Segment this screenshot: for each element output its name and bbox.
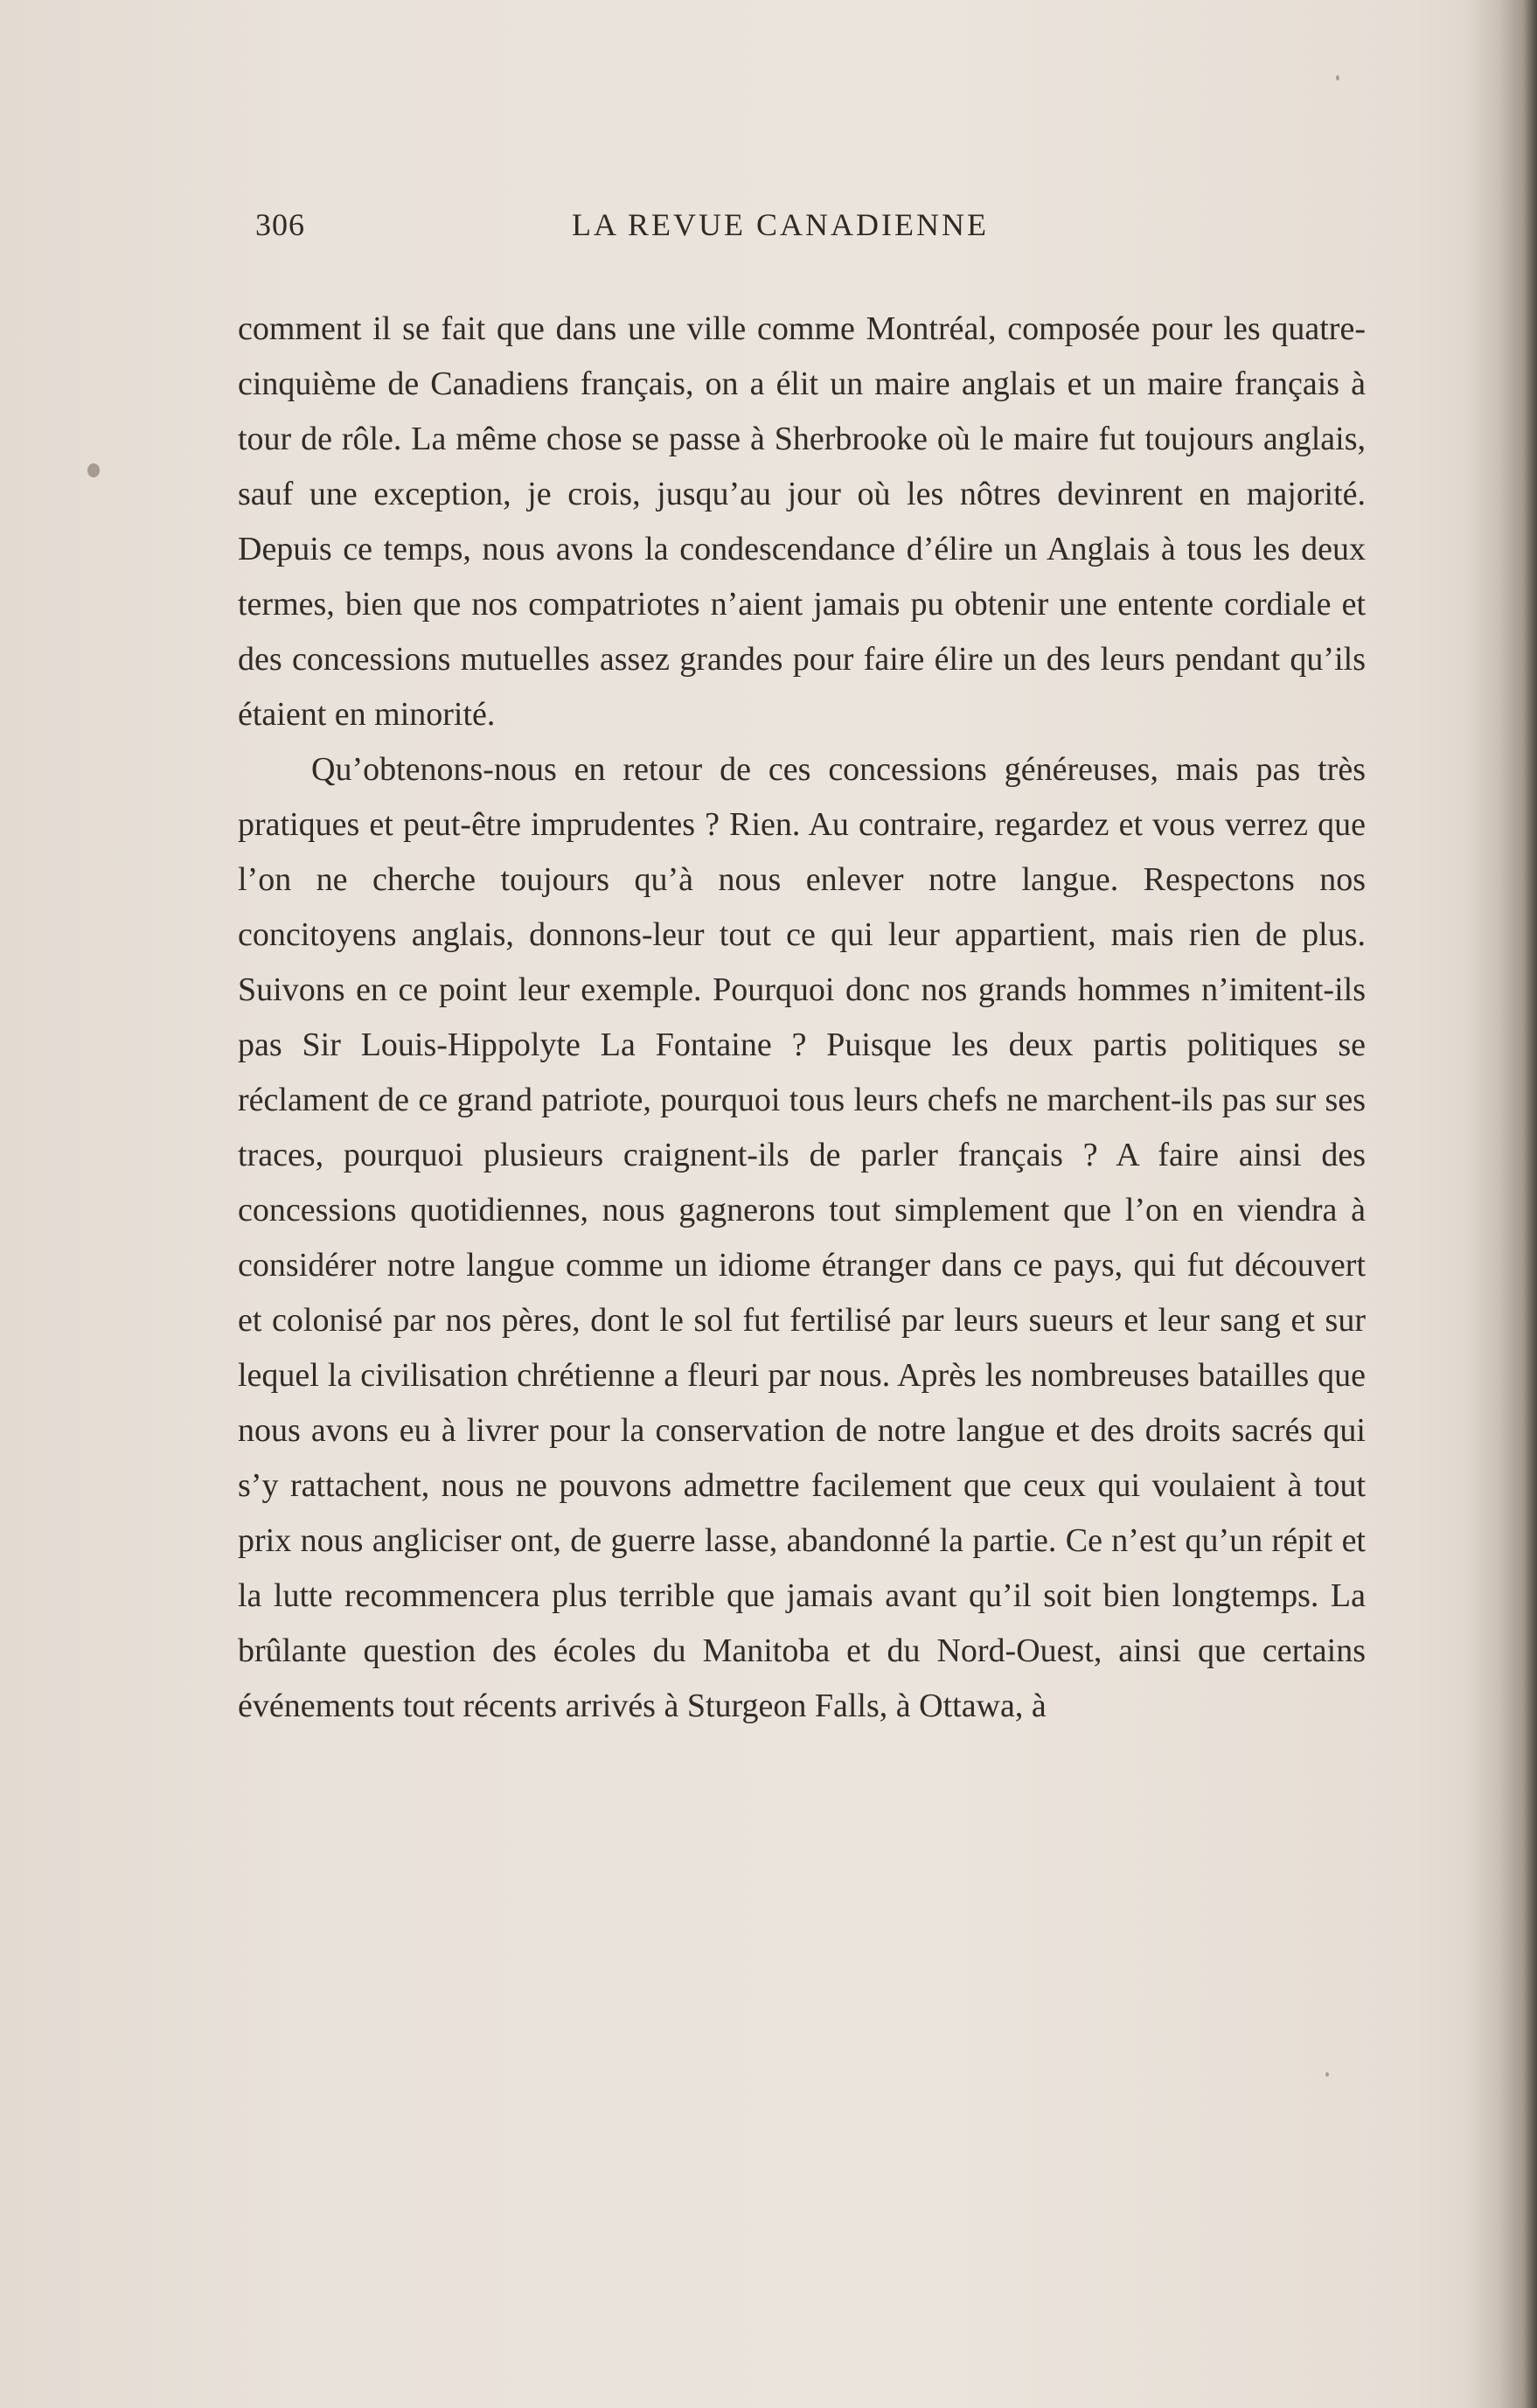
paper-speck	[1336, 75, 1339, 80]
page-binding-shadow	[1467, 0, 1537, 2408]
paragraph: Qu’obtenons-nous en retour de ces concessions généreuses, mais pas très pratiques et peut-être imprudentes ? Rien. Au contraire, regardez et vous verrez que l’on ne cherche toujours qu’à nous enlever notre langue. Respectons nos concitoyens anglais, donnons-leur tout ce qui leur appartient, mais rien de plus. Suivons en ce point leur exemple. Pourquoi donc nos grands hommes n’imitent-ils pas Sir Louis-Hippolyte La Fontaine ? Puisque les deux partis politiques se réclament de ce grand patriote, pourquoi tous leurs chefs ne marchent-ils pas sur ses traces, pourquoi plusieurs craignent-ils de parler français ? A faire ainsi des concessions quotidiennes, nous gagnerons tout simplement que l’on en viendra à considérer notre langue comme un idiome étranger dans ce pays, qui fut découvert et colonisé par nos pères, dont le sol fut fertilisé par leurs sueurs et leur sang et sur lequel la civilisation chrétienne a fleuri par nous. Après les nombreuses batailles que nous avons eu à livrer pour la conservation de notre langue et des droits sacrés qui s’y rattachent, nous ne pouvons admettre facilement que ceux qui voulaient à tout prix nous angliciser ont, de guerre lasse, abandonné la partie. Ce n’est qu’un répit et la lutte recommencera plus terrible que jamais avant qu’il soit bien longtemps. La brûlante question des écoles du Manitoba et du Nord-Ouest, ainsi que certains événements tout récents arrivés à Sturgeon Falls, à Ottawa, à	[238, 751, 1366, 1724]
body-text	[238, 302, 1366, 1734]
page-header	[255, 206, 1060, 250]
page-number: 306	[255, 207, 305, 242]
paper-speck	[1325, 2072, 1329, 2077]
paragraph: comment il se fait que dans une ville comme Montréal, composée pour les quatre-cinquième de Canadiens français, on a élit un maire anglais et un maire français à tour de rôle. La même chose se passe à Sherbrooke où le maire fut toujours anglais, sauf une exception, je crois, jusqu’au jour où les nôtres devinrent en majorité. Depuis ce temps, nous avons la condescendance d’élire un Anglais à tous les deux termes, bien que nos compatriotes n’aient jamais pu obtenir une entente cordiale et des concessions mutuelles assez grandes pour faire élire un des leurs pendant qu’ils étaient en minorité.	[238, 310, 1366, 733]
paper-speck	[87, 463, 100, 477]
running-title: LA REVUE CANADIENNE	[572, 207, 989, 242]
